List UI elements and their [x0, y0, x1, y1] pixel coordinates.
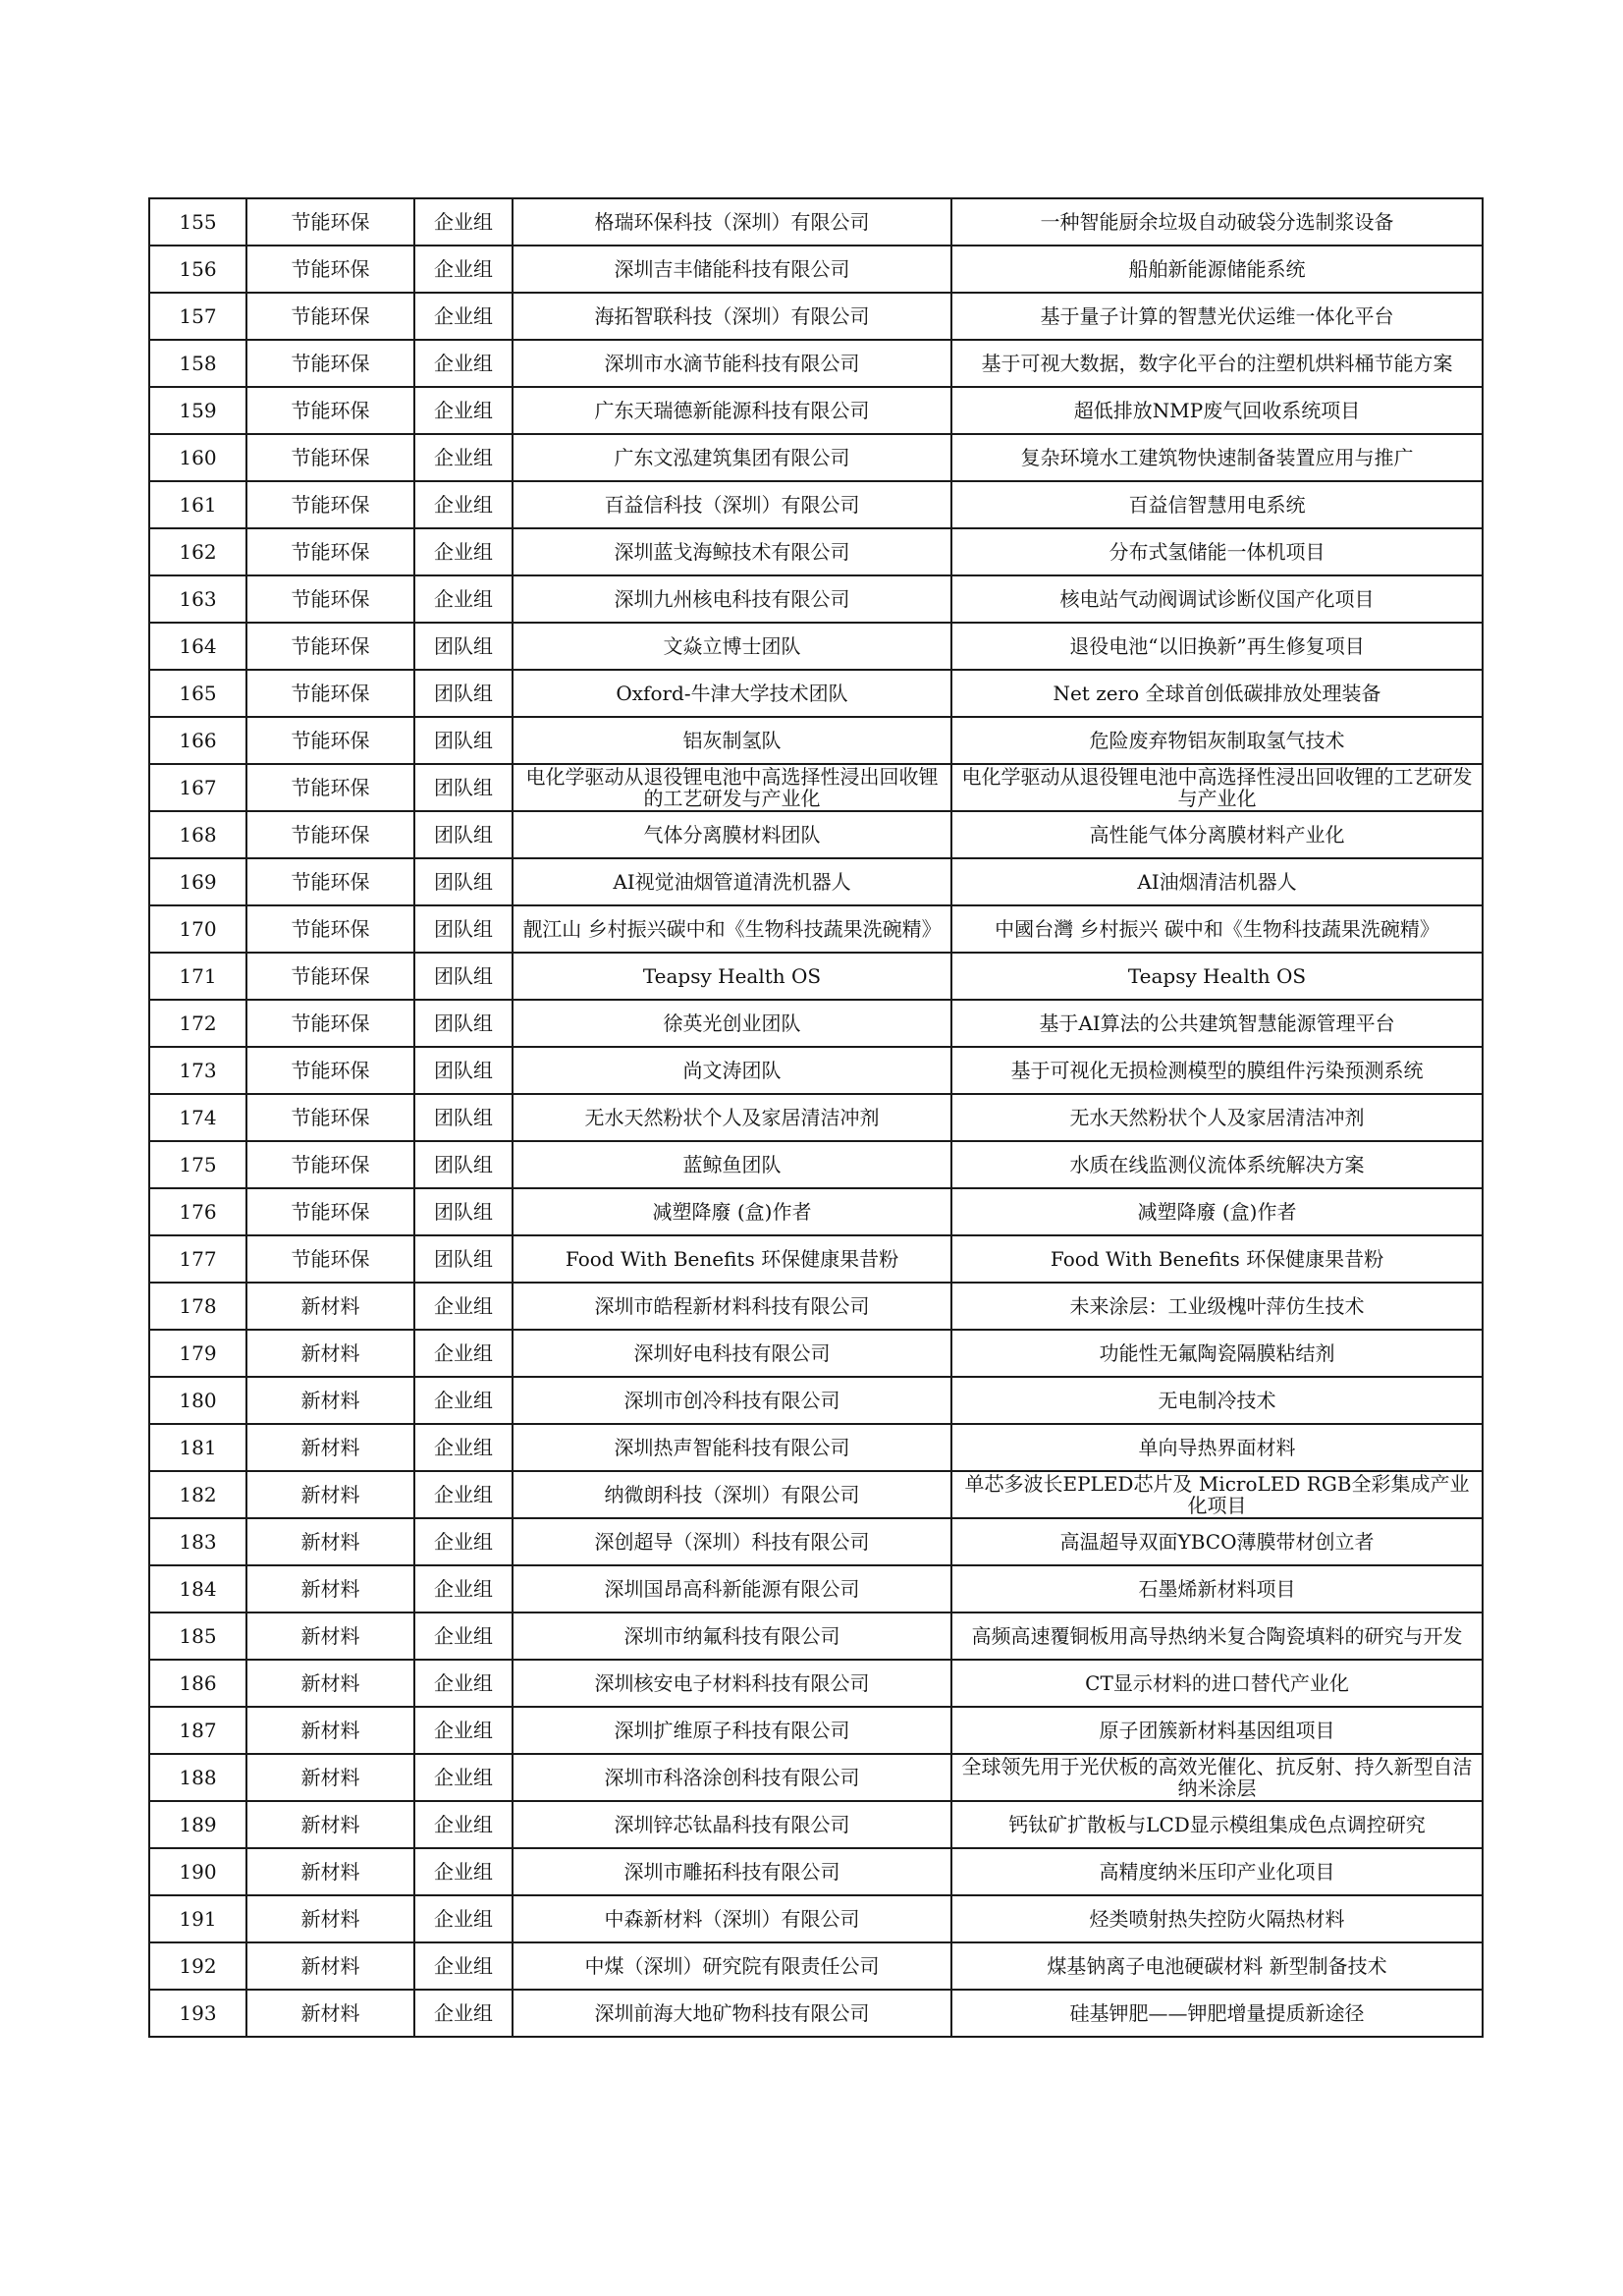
table-row	[149, 858, 1483, 905]
industry-field-cell: 节能环保	[246, 717, 414, 764]
group-type-cell: 企业组	[414, 293, 513, 340]
group-type-cell: 企业组	[414, 1565, 513, 1613]
project-name-cell: 硅基钾肥——钾肥增量提质新途径	[951, 1990, 1483, 2037]
group-type-cell: 团队组	[414, 717, 513, 764]
group-type-cell: 企业组	[414, 528, 513, 575]
industry-field-cell: 新材料	[246, 1660, 414, 1707]
table-row	[149, 1141, 1483, 1188]
industry-field-cell: 新材料	[246, 1990, 414, 2037]
group-type-cell: 团队组	[414, 1235, 513, 1283]
table-row	[149, 1942, 1483, 1990]
row-number-cell: 187	[149, 1707, 246, 1754]
table-row	[149, 1000, 1483, 1047]
table-row	[149, 905, 1483, 953]
row-number-cell: 171	[149, 953, 246, 1000]
project-name-cell: 分布式氢储能一体机项目	[951, 528, 1483, 575]
group-type-cell: 团队组	[414, 1141, 513, 1188]
project-name-cell: 单芯多波长EPLED芯片及 MicroLED RGB全彩集成产业化项目	[951, 1471, 1483, 1518]
table-row	[149, 434, 1483, 481]
company-name-cell: 广东天瑞德新能源科技有限公司	[513, 387, 951, 434]
company-name-cell: 徐英光创业团队	[513, 1000, 951, 1047]
row-number-cell: 190	[149, 1848, 246, 1895]
table-row	[149, 764, 1483, 811]
project-name-cell: 高频高速覆铜板用高导热纳米复合陶瓷填料的研究与开发	[951, 1613, 1483, 1660]
project-name-cell: 复杂环境水工建筑物快速制备装置应用与推广	[951, 434, 1483, 481]
group-type-cell: 团队组	[414, 623, 513, 670]
project-name-cell: 单向导热界面材料	[951, 1424, 1483, 1471]
group-type-cell: 团队组	[414, 811, 513, 858]
industry-field-cell: 节能环保	[246, 858, 414, 905]
group-type-cell: 企业组	[414, 340, 513, 387]
table-row	[149, 528, 1483, 575]
row-number-cell: 192	[149, 1942, 246, 1990]
table-row	[149, 1471, 1483, 1518]
project-name-cell: 高温超导双面YBCO薄膜带材创立者	[951, 1518, 1483, 1565]
group-type-cell: 企业组	[414, 1707, 513, 1754]
industry-field-cell: 节能环保	[246, 1094, 414, 1141]
industry-field-cell: 节能环保	[246, 1188, 414, 1235]
project-name-cell: 减塑降廢 (盒)作者	[951, 1188, 1483, 1235]
row-number-cell: 189	[149, 1801, 246, 1848]
row-number-cell: 183	[149, 1518, 246, 1565]
table-row	[149, 1754, 1483, 1801]
project-name-cell: 基于可视化无损检测模型的膜组件污染预测系统	[951, 1047, 1483, 1094]
row-number-cell: 166	[149, 717, 246, 764]
industry-field-cell: 节能环保	[246, 953, 414, 1000]
company-name-cell: 深圳市创冷科技有限公司	[513, 1377, 951, 1424]
row-number-cell: 176	[149, 1188, 246, 1235]
industry-field-cell: 新材料	[246, 1330, 414, 1377]
row-number-cell: 175	[149, 1141, 246, 1188]
table-row	[149, 1895, 1483, 1942]
table-row	[149, 717, 1483, 764]
row-number-cell: 162	[149, 528, 246, 575]
project-name-cell: 百益信智慧用电系统	[951, 481, 1483, 528]
industry-field-cell: 节能环保	[246, 528, 414, 575]
group-type-cell: 团队组	[414, 1047, 513, 1094]
industry-field-cell: 新材料	[246, 1754, 414, 1801]
project-name-cell: 水质在线监测仪流体系统解决方案	[951, 1141, 1483, 1188]
project-name-cell: Food With Benefits 环保健康果昔粉	[951, 1235, 1483, 1283]
table-row	[149, 1518, 1483, 1565]
company-name-cell: 气体分离膜材料团队	[513, 811, 951, 858]
awards-table	[148, 197, 1484, 2038]
group-type-cell: 团队组	[414, 858, 513, 905]
table-row	[149, 1377, 1483, 1424]
company-name-cell: 深圳锌芯钛晶科技有限公司	[513, 1801, 951, 1848]
table-row	[149, 1330, 1483, 1377]
project-name-cell: 功能性无氟陶瓷隔膜粘结剂	[951, 1330, 1483, 1377]
company-name-cell: 靓江山 乡村振兴碳中和《生物科技蔬果洗碗精》	[513, 905, 951, 953]
project-name-cell: 电化学驱动从退役锂电池中高选择性浸出回收锂的工艺研发与产业化	[951, 764, 1483, 811]
industry-field-cell: 节能环保	[246, 670, 414, 717]
row-number-cell: 179	[149, 1330, 246, 1377]
company-name-cell: 尚文涛团队	[513, 1047, 951, 1094]
project-name-cell: Net zero 全球首创低碳排放处理装备	[951, 670, 1483, 717]
row-number-cell: 157	[149, 293, 246, 340]
industry-field-cell: 节能环保	[246, 1000, 414, 1047]
project-name-cell: 石墨烯新材料项目	[951, 1565, 1483, 1613]
industry-field-cell: 节能环保	[246, 905, 414, 953]
group-type-cell: 企业组	[414, 481, 513, 528]
row-number-cell: 167	[149, 764, 246, 811]
industry-field-cell: 新材料	[246, 1471, 414, 1518]
row-number-cell: 172	[149, 1000, 246, 1047]
table-row	[149, 1424, 1483, 1471]
row-number-cell: 155	[149, 198, 246, 246]
company-name-cell: 深圳九州核电科技有限公司	[513, 575, 951, 623]
row-number-cell: 177	[149, 1235, 246, 1283]
company-name-cell: 深圳国昂高科新能源有限公司	[513, 1565, 951, 1613]
project-name-cell: 钙钛矿扩散板与LCD显示模组集成色点调控研究	[951, 1801, 1483, 1848]
project-name-cell: 超低排放NMP废气回收系统项目	[951, 387, 1483, 434]
group-type-cell: 团队组	[414, 1188, 513, 1235]
group-type-cell: 企业组	[414, 1942, 513, 1990]
group-type-cell: 企业组	[414, 575, 513, 623]
group-type-cell: 团队组	[414, 764, 513, 811]
industry-field-cell: 节能环保	[246, 293, 414, 340]
company-name-cell: 深圳市科洛涂创科技有限公司	[513, 1754, 951, 1801]
company-name-cell: 文焱立博士团队	[513, 623, 951, 670]
company-name-cell: 深圳市水滴节能科技有限公司	[513, 340, 951, 387]
table-row	[149, 198, 1483, 246]
table-row	[149, 811, 1483, 858]
project-name-cell: 原子团簇新材料基因组项目	[951, 1707, 1483, 1754]
project-name-cell: 无电制冷技术	[951, 1377, 1483, 1424]
industry-field-cell: 节能环保	[246, 811, 414, 858]
table-row	[149, 1047, 1483, 1094]
group-type-cell: 团队组	[414, 670, 513, 717]
group-type-cell: 企业组	[414, 1330, 513, 1377]
company-name-cell: 无水天然粉状个人及家居清洁冲剂	[513, 1094, 951, 1141]
industry-field-cell: 新材料	[246, 1848, 414, 1895]
project-name-cell: 危险废弃物铝灰制取氢气技术	[951, 717, 1483, 764]
industry-field-cell: 节能环保	[246, 481, 414, 528]
industry-field-cell: 新材料	[246, 1518, 414, 1565]
table-row	[149, 293, 1483, 340]
industry-field-cell: 新材料	[246, 1613, 414, 1660]
company-name-cell: 深圳前海大地矿物科技有限公司	[513, 1990, 951, 2037]
industry-field-cell: 新材料	[246, 1424, 414, 1471]
table-body	[149, 198, 1483, 2037]
row-number-cell: 178	[149, 1283, 246, 1330]
group-type-cell: 企业组	[414, 1518, 513, 1565]
row-number-cell: 173	[149, 1047, 246, 1094]
row-number-cell: 180	[149, 1377, 246, 1424]
group-type-cell: 企业组	[414, 198, 513, 246]
project-name-cell: 一种智能厨余垃圾自动破袋分选制浆设备	[951, 198, 1483, 246]
table-row	[149, 1707, 1483, 1754]
company-name-cell: 深圳好电科技有限公司	[513, 1330, 951, 1377]
project-name-cell: 高性能气体分离膜材料产业化	[951, 811, 1483, 858]
row-number-cell: 161	[149, 481, 246, 528]
group-type-cell: 企业组	[414, 1990, 513, 2037]
group-type-cell: 企业组	[414, 1377, 513, 1424]
row-number-cell: 185	[149, 1613, 246, 1660]
industry-field-cell: 节能环保	[246, 764, 414, 811]
company-name-cell: 减塑降廢 (盒)作者	[513, 1188, 951, 1235]
row-number-cell: 170	[149, 905, 246, 953]
row-number-cell: 169	[149, 858, 246, 905]
project-name-cell: 烃类喷射热失控防火隔热材料	[951, 1895, 1483, 1942]
industry-field-cell: 新材料	[246, 1942, 414, 1990]
table-row	[149, 387, 1483, 434]
company-name-cell: 深圳吉丰储能科技有限公司	[513, 246, 951, 293]
table-row	[149, 1990, 1483, 2037]
table-row	[149, 1801, 1483, 1848]
industry-field-cell: 节能环保	[246, 1235, 414, 1283]
project-name-cell: 全球领先用于光伏板的高效光催化、抗反射、持久新型自洁纳米涂层	[951, 1754, 1483, 1801]
project-name-cell: AI油烟清洁机器人	[951, 858, 1483, 905]
row-number-cell: 188	[149, 1754, 246, 1801]
group-type-cell: 企业组	[414, 1471, 513, 1518]
row-number-cell: 193	[149, 1990, 246, 2037]
industry-field-cell: 节能环保	[246, 340, 414, 387]
group-type-cell: 团队组	[414, 953, 513, 1000]
row-number-cell: 163	[149, 575, 246, 623]
row-number-cell: 168	[149, 811, 246, 858]
company-name-cell: 深圳市纳氟科技有限公司	[513, 1613, 951, 1660]
company-name-cell: 广东文泓建筑集团有限公司	[513, 434, 951, 481]
company-name-cell: Teapsy Health OS	[513, 953, 951, 1000]
group-type-cell: 企业组	[414, 434, 513, 481]
group-type-cell: 企业组	[414, 387, 513, 434]
table-row	[149, 1094, 1483, 1141]
company-name-cell: 中森新材料（深圳）有限公司	[513, 1895, 951, 1942]
group-type-cell: 企业组	[414, 1801, 513, 1848]
row-number-cell: 164	[149, 623, 246, 670]
table-row	[149, 953, 1483, 1000]
project-name-cell: 无水天然粉状个人及家居清洁冲剂	[951, 1094, 1483, 1141]
table-row	[149, 1235, 1483, 1283]
industry-field-cell: 节能环保	[246, 575, 414, 623]
group-type-cell: 企业组	[414, 246, 513, 293]
row-number-cell: 181	[149, 1424, 246, 1471]
group-type-cell: 团队组	[414, 1094, 513, 1141]
company-name-cell: 格瑞环保科技（深圳）有限公司	[513, 198, 951, 246]
table-row	[149, 1660, 1483, 1707]
project-name-cell: 基于量子计算的智慧光伏运维一体化平台	[951, 293, 1483, 340]
project-name-cell: 基于可视大数据，数字化平台的注塑机烘料桶节能方案	[951, 340, 1483, 387]
table-row	[149, 670, 1483, 717]
row-number-cell: 159	[149, 387, 246, 434]
company-name-cell: 电化学驱动从退役锂电池中高选择性浸出回收锂的工艺研发与产业化	[513, 764, 951, 811]
row-number-cell: 156	[149, 246, 246, 293]
group-type-cell: 团队组	[414, 905, 513, 953]
group-type-cell: 企业组	[414, 1660, 513, 1707]
company-name-cell: 蓝鲸鱼团队	[513, 1141, 951, 1188]
project-name-cell: CT显示材料的进口替代产业化	[951, 1660, 1483, 1707]
project-name-cell: 退役电池“以旧换新”再生修复项目	[951, 623, 1483, 670]
industry-field-cell: 新材料	[246, 1283, 414, 1330]
industry-field-cell: 节能环保	[246, 387, 414, 434]
group-type-cell: 企业组	[414, 1895, 513, 1942]
industry-field-cell: 新材料	[246, 1895, 414, 1942]
company-name-cell: Oxford-牛津大学技术团队	[513, 670, 951, 717]
table-row	[149, 246, 1483, 293]
project-name-cell: 中國台灣 乡村振兴 碳中和《生物科技蔬果洗碗精》	[951, 905, 1483, 953]
table-row	[149, 1613, 1483, 1660]
company-name-cell: 深圳蓝戈海鲸技术有限公司	[513, 528, 951, 575]
project-name-cell: 未来涂层：工业级槐叶萍仿生技术	[951, 1283, 1483, 1330]
company-name-cell: 铝灰制氢队	[513, 717, 951, 764]
table-row	[149, 1848, 1483, 1895]
project-name-cell: 高精度纳米压印产业化项目	[951, 1848, 1483, 1895]
company-name-cell: 深圳市皓程新材料科技有限公司	[513, 1283, 951, 1330]
company-name-cell: 纳微朗科技（深圳）有限公司	[513, 1471, 951, 1518]
row-number-cell: 165	[149, 670, 246, 717]
group-type-cell: 企业组	[414, 1613, 513, 1660]
row-number-cell: 182	[149, 1471, 246, 1518]
company-name-cell: 海拓智联科技（深圳）有限公司	[513, 293, 951, 340]
row-number-cell: 158	[149, 340, 246, 387]
group-type-cell: 企业组	[414, 1754, 513, 1801]
company-name-cell: 深圳核安电子材料科技有限公司	[513, 1660, 951, 1707]
company-name-cell: 深圳扩维原子科技有限公司	[513, 1707, 951, 1754]
row-number-cell: 184	[149, 1565, 246, 1613]
row-number-cell: 191	[149, 1895, 246, 1942]
industry-field-cell: 节能环保	[246, 246, 414, 293]
group-type-cell: 企业组	[414, 1283, 513, 1330]
project-name-cell: 船舶新能源储能系统	[951, 246, 1483, 293]
project-name-cell: 煤基钠离子电池硬碳材料 新型制备技术	[951, 1942, 1483, 1990]
industry-field-cell: 节能环保	[246, 1047, 414, 1094]
row-number-cell: 160	[149, 434, 246, 481]
company-name-cell: 百益信科技（深圳）有限公司	[513, 481, 951, 528]
project-name-cell: Teapsy Health OS	[951, 953, 1483, 1000]
table-row	[149, 481, 1483, 528]
industry-field-cell: 节能环保	[246, 434, 414, 481]
project-name-cell: 基于AI算法的公共建筑智慧能源管理平台	[951, 1000, 1483, 1047]
table-row	[149, 340, 1483, 387]
industry-field-cell: 节能环保	[246, 198, 414, 246]
company-name-cell: Food With Benefits 环保健康果昔粉	[513, 1235, 951, 1283]
industry-field-cell: 节能环保	[246, 1141, 414, 1188]
company-name-cell: 中煤（深圳）研究院有限责任公司	[513, 1942, 951, 1990]
company-name-cell: AI视觉油烟管道清洗机器人	[513, 858, 951, 905]
industry-field-cell: 新材料	[246, 1707, 414, 1754]
industry-field-cell: 节能环保	[246, 623, 414, 670]
project-name-cell: 核电站气动阀调试诊断仪国产化项目	[951, 575, 1483, 623]
table-row	[149, 623, 1483, 670]
industry-field-cell: 新材料	[246, 1377, 414, 1424]
company-name-cell: 深圳市雕拓科技有限公司	[513, 1848, 951, 1895]
table-row	[149, 1188, 1483, 1235]
row-number-cell: 174	[149, 1094, 246, 1141]
table-row	[149, 575, 1483, 623]
industry-field-cell: 新材料	[246, 1565, 414, 1613]
group-type-cell: 团队组	[414, 1000, 513, 1047]
group-type-cell: 企业组	[414, 1848, 513, 1895]
table-row	[149, 1283, 1483, 1330]
row-number-cell: 186	[149, 1660, 246, 1707]
company-name-cell: 深圳热声智能科技有限公司	[513, 1424, 951, 1471]
group-type-cell: 企业组	[414, 1424, 513, 1471]
company-name-cell: 深创超导（深圳）科技有限公司	[513, 1518, 951, 1565]
industry-field-cell: 新材料	[246, 1801, 414, 1848]
table-row	[149, 1565, 1483, 1613]
